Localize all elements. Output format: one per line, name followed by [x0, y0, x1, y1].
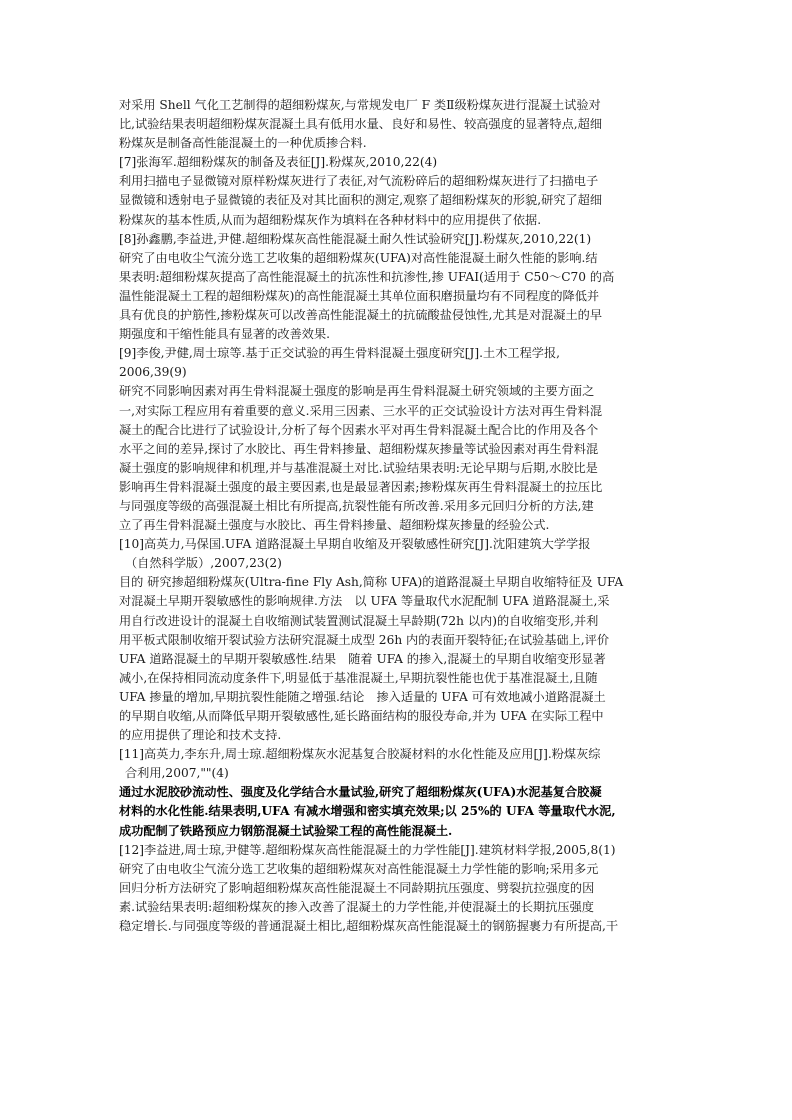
- text-line: 立了再生骨料混凝土强度与水胶比、再生骨料掺量、超细粉煤灰掺量的经验公式.: [119, 518, 550, 533]
- text-line: 显微镜和透射电子显微镜的表征及对其比面积的测定,观察了超细粉煤灰的形貌,研究了超细: [119, 193, 603, 208]
- text-line: 凝土的配合比进行了试验设计,分析了每个因素水平对再生骨料混凝土配合比的作用及各个: [119, 422, 599, 437]
- text-line: 减小,在保持相同流动度条件下,明显低于基准混凝土,早期抗裂性能也优于基准混凝土,且随: [119, 670, 598, 685]
- text-line: 水平之间的差异,探讨了水胶比、再生骨料掺量、超细粉煤灰掺量等试验因素对再生骨料混: [119, 441, 599, 456]
- text-line: 利用扫描电子显微镜对原样粉煤灰进行了表征,对气流粉碎后的超细粉煤灰进行了扫描电子: [119, 174, 599, 189]
- text-line: UFA 道路混凝土的早期开裂敏感性.结果 随着 UFA 的掺入,混凝土的早期自收缩变形显著: [119, 651, 606, 666]
- text-line: [8]孙鑫鹏,李益进,尹健.超细粉煤灰高性能混凝土耐久性试验研究[J].粉煤灰,2010,22(1): [119, 231, 592, 246]
- text-line: [7]张海军.超细粉煤灰的制备及表征[J].粉煤灰,2010,22(4): [119, 155, 438, 170]
- text-line: 的早期自收缩,从而降低早期开裂敏感性,延长路面结构的服役寿命,并为 UFA 在实际工程中: [119, 709, 604, 723]
- text-line: 比,试验结果表明超细粉煤灰混凝土具有低用水量、良好和易性、较高强度的显著特点,超细: [119, 117, 603, 132]
- text-line: 温性能混凝土工程的超细粉煤灰)的高性能混凝土其单位面积磨损量均有不同程度的降低并: [119, 288, 600, 303]
- bold-text-line: 通过水泥胶砂流动性、强度及化学结合水量试验,研究了超细粉煤灰(UFA)水泥基复合胶凝: [119, 785, 602, 800]
- text-line: 与同强度等级的高强混凝土相比有所提高,抗裂性能有所改善.采用多元回归分析的方法,建: [119, 498, 594, 513]
- text-line: 目的 研究掺超细粉煤灰(Ultra-fine Fly Ash,简称 UFA)的道路混凝土早期自收缩特征及 UFA: [119, 575, 624, 590]
- text-line: 期强度和干缩性能具有显著的改善效果.: [119, 327, 331, 342]
- text-line: 用平板式限制收缩开裂试验方法研究混凝土成型 26h 内的表面开裂特征;在试验基础上,评价: [119, 632, 610, 647]
- text-line: 凝土强度的影响规律和机理,并与基准混凝土对比.试验结果表明:无论早期与后期,水胶比是: [119, 460, 598, 475]
- text-line: 稳定增长.与同强度等级的普通混凝土相比,超细粉煤灰高性能混凝土的钢筋握裹力有所提高,干: [119, 919, 619, 934]
- text-line: 回归分析方法研究了影响超细粉煤灰高性能混凝土不同龄期抗压强度、劈裂抗拉强度的因: [119, 880, 595, 895]
- text-line: 素.试验结果表明:超细粉煤灰的掺入改善了混凝土的力学性能,并使混凝土的长期抗压强度: [119, 899, 594, 914]
- text-line: 研究了由电收尘气流分选工艺收集的超细粉煤灰(UFA)对高性能混凝土耐久性能的影响.结: [119, 250, 598, 265]
- text-line: 合利用,2007,""(4): [125, 766, 229, 781]
- text-line: 研究了由电收尘气流分选工艺收集的超细粉煤灰对高性能混凝土力学性能的影响;采用多元: [119, 861, 599, 876]
- text-line: 一,对实际工程应用有着重要的意义.采用三因素、三水平的正交试验设计方法对再生骨料混: [119, 403, 603, 418]
- text-line: [10]高英力,马保国.UFA 道路混凝土早期自收缩及开裂敏感性研究[J].沈阳建筑大学学报: [119, 537, 591, 552]
- text-line: 2006,39(9): [119, 365, 187, 380]
- text-line: UFA 掺量的增加,早期抗裂性能随之增强.结论 掺入适量的 UFA 可有效地减小道路混凝土: [119, 689, 606, 704]
- text-line: 研究不同影响因素对再生骨料混凝土强度的影响是再生骨料混凝土研究领域的主要方面之: [119, 384, 595, 399]
- text-line: 对采用 Shell 气化工艺制得的超细粉煤灰,与常规发电厂 F 类Ⅱ级粉煤灰进行混凝土试验对: [119, 98, 601, 112]
- text-line: 具有优良的护筋性,掺粉煤灰可以改善高性能混凝土的抗硫酸盐侵蚀性,尤其是对混凝土的早: [119, 308, 603, 323]
- text-line: 果表明:超细粉煤灰提高了高性能混凝土的抗冻性和抗渗性,掺 UFAI(适用于 C50～C70 的高: [119, 269, 615, 284]
- text-line: [9]李俊,尹健,周士琼等.基于正交试验的再生骨料混凝土强度研究[J].土木工程学报,: [119, 346, 561, 361]
- text-line: 影响再生骨料混凝土强度的最主要因素,也是最显著因素;掺粉煤灰再生骨料混凝土的拉压比: [119, 479, 603, 494]
- text-line: （自然科学版）,2007,23(2): [125, 556, 282, 571]
- text-line: 粉煤灰的基本性质,从而为超细粉煤灰作为填料在各种材料中的应用提供了依据.: [119, 212, 542, 227]
- text-line: 粉煤灰是制备高性能混凝土的一种优质掺合料.: [119, 136, 367, 151]
- bold-text-line: 材料的水化性能.结果表明,UFA 有减水增强和密实填充效果;以 25%的 UFA 等量取代水泥,: [119, 804, 616, 819]
- text-line: [11]高英力,李东升,周士琼.超细粉煤灰水泥基复合胶凝材料的水化性能及应用[J].粉煤灰综: [119, 747, 601, 762]
- text-line: 的应用提供了理论和技术支持.: [119, 728, 282, 743]
- text-line: [12]李益进,周士琼,尹健等.超细粉煤灰高性能混凝土的力学性能[J].建筑材料学报,2005,8(1): [119, 842, 616, 857]
- document-page: [119, 96, 685, 936]
- bold-text-line: 成功配制了铁路预应力钢筋混凝土试验梁工程的高性能混凝土.: [119, 823, 453, 838]
- text-line: 用自行改进设计的混凝土自收缩测试装置测试混凝土早龄期(72h 以内)的自收缩变形,并利: [119, 613, 599, 628]
- text-line: 对混凝土早期开裂敏感性的影响规律.方法 以 UFA 等量取代水泥配制 UFA 道路混凝土,采: [119, 594, 610, 609]
